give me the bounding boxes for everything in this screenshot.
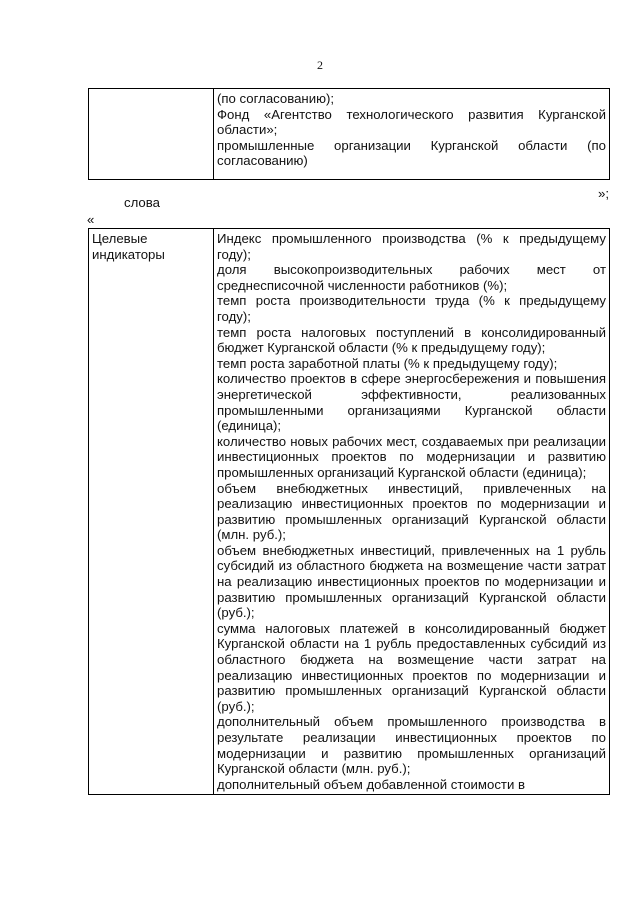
word-slova: слова [124, 195, 160, 210]
indicators-label: Целевые индикаторы [89, 229, 214, 795]
continuation-left-cell [89, 89, 214, 180]
participant-line: Фонд «Агентство технологического развития Курганской области»; [217, 106, 606, 138]
indicator-item: объем внебюджетных инвестиций, привлеченных на реализацию инвестиционных проектов по модернизации и развитию промышленных организаций Курганской области (млн. руб.); [217, 480, 606, 543]
indicator-item: количество новых рабочих мест, создаваемых при реализации инвестиционных проектов по модернизации и развитию промышленных организаций Курганской области (единица); [217, 433, 606, 480]
continuation-right-cell [214, 89, 610, 180]
opening-quote: « [87, 212, 95, 227]
indicator-item: количество проектов в сфере энергосбережения и повышения энергетической эффективности, реализованных промышленными организациями Курганской области (единица); [217, 371, 606, 434]
indicator-item: Индекс промышленного производства (% к предыдущему году); [217, 231, 606, 262]
indicator-item: дополнительный объем промышленного производства в результате реализации инвестиционных проектов по модернизации и развитию промышленных организаций Курганской области (млн. руб.); [217, 714, 606, 777]
participant-line: промышленные организации Курганской области (по согласованию) [217, 137, 606, 169]
indicators-table-wrap [88, 228, 610, 833]
continuation-table [88, 88, 610, 180]
indicator-item: темп роста производительности труда (% к предыдущему году); [217, 293, 606, 324]
indicator-item: доля высокопроизводительных рабочих мест от среднесписочной численности работников (%); [217, 262, 606, 293]
indicator-item: сумма налоговых платежей в консолидированный бюджет Курганской области на 1 рубль предоставленных субсидий из областного бюджета на возмещение части затрат на реализацию инвестиционных проектов по модернизации и развитию промышленных организаций Курганской области (руб.); [217, 620, 606, 714]
indicator-item: дополнительный объем добавленной стоимости в [217, 776, 525, 792]
indicators-list [214, 229, 610, 795]
indicator-item: темп роста налоговых поступлений в консолидированный бюджет Курганской области (% к предыдущему году); [217, 324, 606, 356]
indicator-item: объем внебюджетных инвестиций, привлеченных на 1 рубль субсидий из областного бюджета на возмещение части затрат на реализацию инвестиционных проектов по модернизации и развитию промышленных организаций Курганской области (руб.); [217, 542, 606, 621]
indicators-table [88, 228, 610, 795]
page-number: 2 [317, 58, 323, 72]
closing-quote: »; [598, 186, 609, 201]
indicator-item: темп роста заработной платы (% к предыдущему году); [217, 355, 558, 371]
participant-line: (по согласованию); [217, 91, 335, 106]
